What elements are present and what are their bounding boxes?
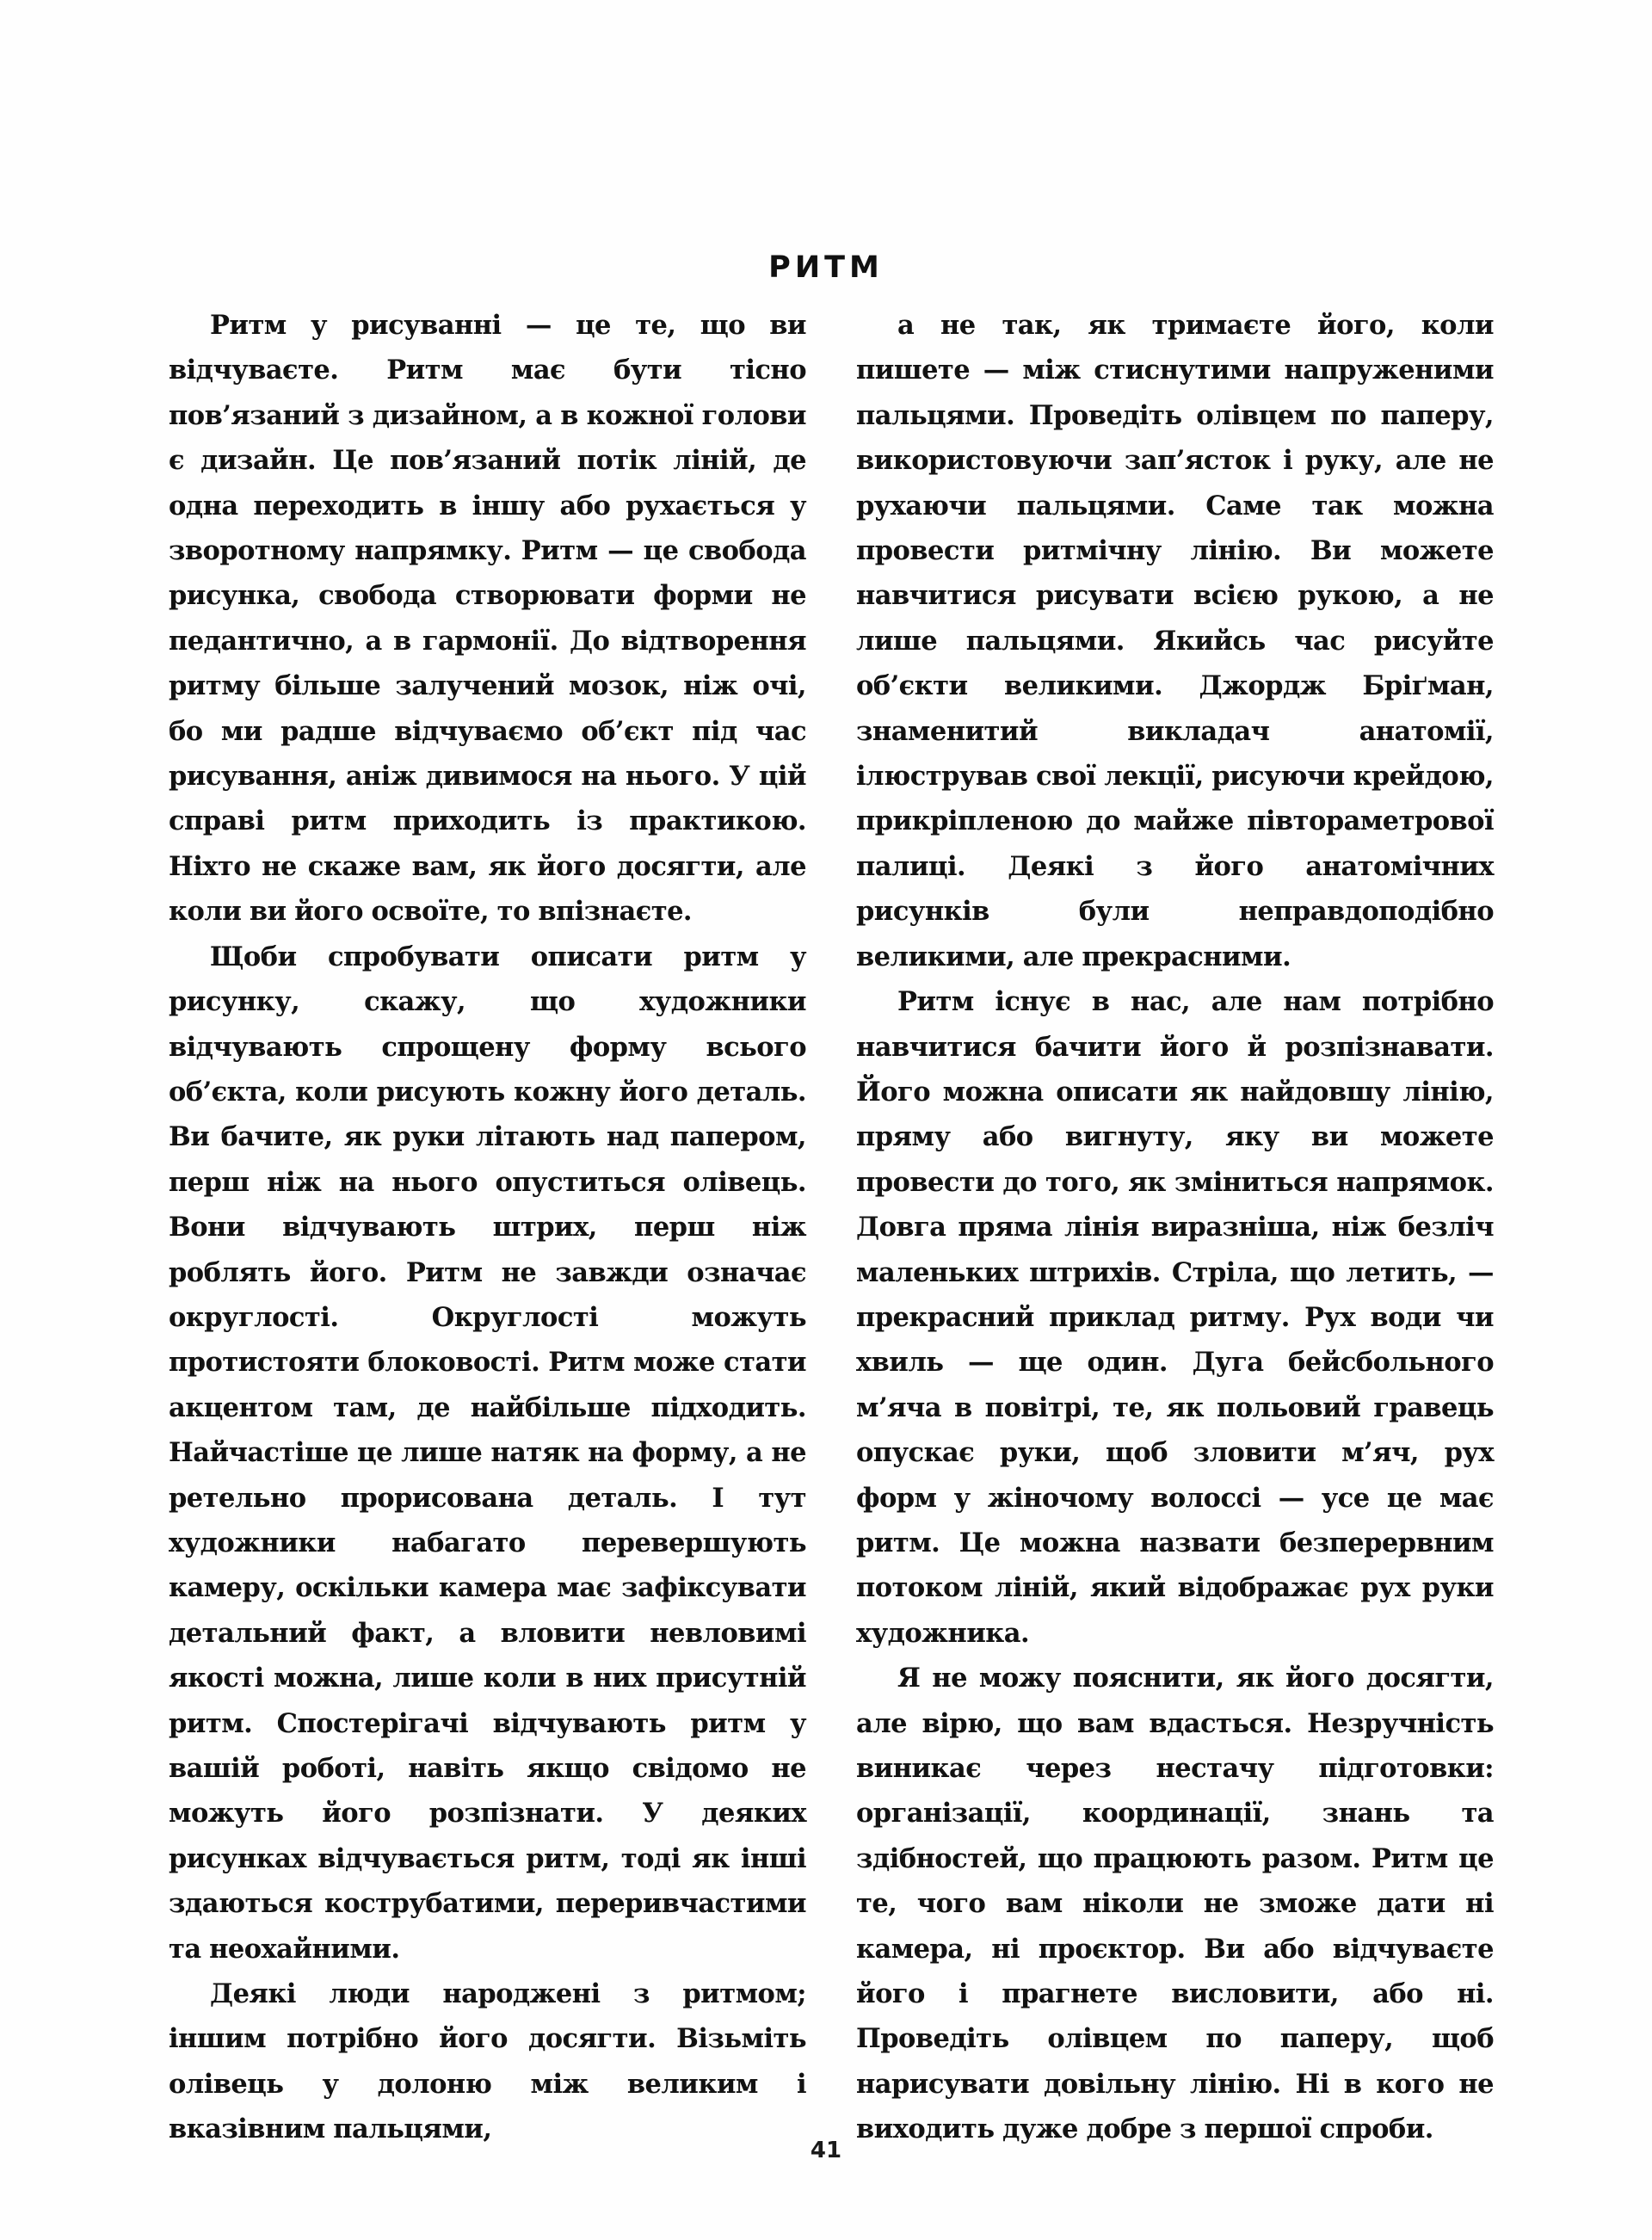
paragraph: Ритм існує в нас, але нам потрібно навчитися бачити його й розпізнавати. Його можна описати як найдовшу лінію, пряму або вигнуту, яку ви можете провести до того, як зміниться напрямок. Довга пряма лінія виразніша, ніж безліч маленьких штрихів. Стріла, що летить, — прекрасний приклад ритму. Рух води чи хвиль — ще один. Дуга бейсбольного м’яча в повітрі, те, як польовий гравець опускає руки, щоб зловити м’яч, рух форм у жіночому волоссі — усе це має ритм. Це можна назвати безперервним потоком ліній, який відображає рух руки художника. bbox=[856, 986, 1494, 1649]
two-column-body bbox=[169, 303, 1494, 2152]
paragraph: Деякі люди народжені з ритмом; іншим потрібно його досягти. Візьміть олівець у долоню між великим і вказівним пальцями, bbox=[169, 1978, 806, 2145]
page-number: 41 bbox=[810, 2138, 842, 2163]
paragraph: Я не можу пояснити, як його досягти, але вірю, що вам вдасться. Незручність виникає через нестачу підготовки: організації, координації, знань та здібностей, що працюють разом. Ритм це те, чого вам ніколи не зможе дати ні камера, ні проєктор. Ви або відчуваєте його і прагнете висловити, або ні. Проведіть олівцем по паперу, щоб нарисувати довільну лінію. Ні в кого не виходить дуже добре з першої спроби. bbox=[856, 1663, 1494, 2145]
paragraph: Щоби спробувати описати ритм у рисунку, скажу, що художники відчувають спрощену форму всього об’єкта, коли рисують кожну його деталь. Ви бачите, як руки літають над папером, перш ніж на нього опуститься олівець. Вони відчувають штрих, перш ніж роблять його. Ритм не завжди означає округлості. Округлості можуть протистояти блоковості. Ритм може стати акцентом там, де найбільше підходить. Найчастіше це лише натяк на форму, а не ретельно прорисована деталь. І тут художники набагато перевершують камеру, оскільки камера має зафіксувати детальний факт, а вловити невловимі якості можна, лише коли в них присутній ритм. Спостерігачі відчувають ритм у вашій роботі, навіть якщо свідомо не можуть його розпізнати. У деяких рисунках відчувається ритм, тоді як інші здаються кострубатими, переривчастими та неохайними. bbox=[169, 941, 806, 1965]
right-column bbox=[856, 303, 1494, 2152]
paragraph: Ритм у рисуванні — це те, що ви відчуваєте. Ритм має бути тісно пов’язаний з дизайном, а в кожної голови є дизайн. Це пов’язаний потік ліній, де одна переходить в іншу або рухається у зворотному напрямку. Ритм — це свобода рисунка, свобода створювати форми не педантично, а в гармонії. До відтворення ритму більше залучений мозок, ніж очі, бо ми радше відчуваємо об’єкт під час рисування, аніж дивимося на нього. У цій справі ритм приходить із практикою. Ніхто не скаже вам, як його досягти, але коли ви його освоїте, то впізнаєте. bbox=[169, 310, 806, 928]
paragraph: а не так, як тримаєте його, коли пишете — між стиснутими напруженими пальцями. Проведіть олівцем по паперу, використовуючи зап’ясток і руку, але не рухаючи пальцями. Саме так можна провести ритмічну лінію. Ви можете навчитися рисувати всією рукою, а не лише пальцями. Якийсь час рисуйте об’єкти великими. Джордж Бріґман, знаменитий викладач анатомії, ілюстрував свої лекції, рисуючи крейдою, прикріпленою до майже півтораметрової палиці. Деякі з його анатомічних рисунків були неправдоподібно великими, але прекрасними. bbox=[856, 310, 1494, 972]
left-column bbox=[169, 303, 806, 2152]
page-title: РИТМ bbox=[768, 250, 884, 286]
